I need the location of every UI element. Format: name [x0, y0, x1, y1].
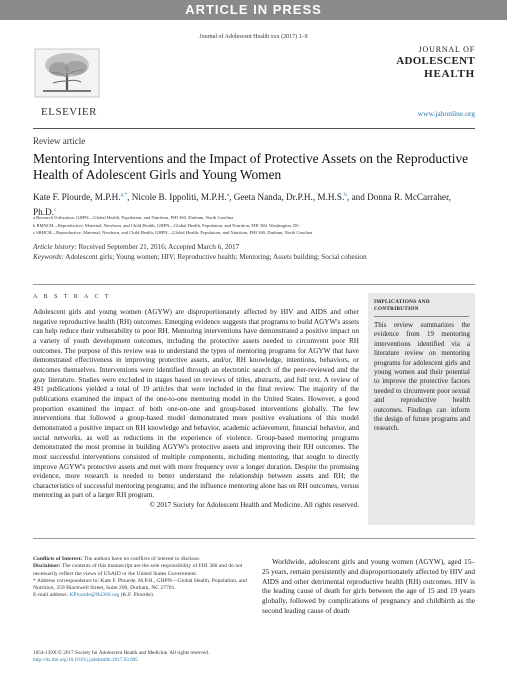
email-link[interactable]: KPlourde@fhi360.org	[69, 592, 120, 599]
journal-url-link[interactable]: www.jahonline.org	[417, 109, 475, 118]
abstract-heading: A B S T R A C T	[33, 294, 112, 300]
author-separator: ,	[127, 192, 132, 203]
author-affiliation-mark[interactable]: b	[344, 192, 347, 198]
author-affiliation-mark[interactable]: c	[53, 207, 57, 214]
implications-heading: IMPLICATIONS AND CONTRIBUTION	[374, 299, 430, 312]
article-title: Mentoring Interventions and the Impact of Protective Assets on the Reproductive Health of Adolescent Girls and Young Women	[33, 151, 469, 182]
affiliation-list	[33, 214, 473, 237]
implications-divider	[374, 316, 469, 317]
affiliation-item: c SRHCH—Reproductive, Maternal, Newborn, and Child Health, GHPN—Global Health, Population, and Nutrition, FHI 360, Durham, North Carolina	[33, 230, 313, 235]
article-type: Review article	[33, 136, 86, 146]
footer-divider	[33, 538, 475, 539]
history-label: Article history:	[33, 243, 77, 251]
abstract-text: Adolescent girls and young women (AGYW) are disproportionately affected by HIV and AIDS and other negative reproductive health (RH) outcomes. Emerging evidence suggests that programs to build AGYW's assets can help reduce their vulnerability to poor RH. Mentoring interventions have demonstrated a positive impact on a variety of youth development outcomes, including the protective assets needed to circumvent poor RH outcomes. The purpose of this review was to understand the types of mentoring programs for AGYW that have demonstrated effectiveness in improving protective assets, and/or, RH knowledge, intentions, behaviors, or outcomes themselves. Interventions were identified through an electronic search of the peer-reviewed and the gray literature. Studies were excluded in stages based on reviews of titles, abstracts, and full text. A review of 491 publications yielded a total of 19 articles that were included in the final review. The majority of the publications examined the impact of the one-to-one mentoring model in the United States. However, a good proportion examined the impact of both one-on-one and group-based interventions globally. The few interventions that followed a group-based model demonstrated more positive evaluations of this model demonstrated a positive impact on RH knowledge and behavior, academic achievement, financial behavior, and social networks, as well as reductions in the experience of violence. Group-based mentoring programs demonstrated the most promise in building AGYW's protective assets and improving their RH outcomes. The most successful interventions consisted of multiple components, including mentoring, that sought to directly improve AGYW's protective assets and met with more frequency over a longer duration. Despite the promising evidence, more research is needed to better understand the relationship between assets and RH; the characteristics of successful mentoring programs; and the influence mentoring alone has on RH outcomes, versus mentoring as part of a larger RH program.	[33, 308, 359, 500]
author-name: Kate F. Plourde, M.P.H.	[33, 192, 121, 203]
author-separator: ,	[229, 192, 234, 203]
author-affiliation-mark[interactable]: a	[226, 192, 230, 198]
journal-brand-line3: HEALTH	[424, 68, 475, 80]
author-separator: , and	[347, 192, 368, 203]
implications-box	[368, 293, 475, 525]
abstract-body	[33, 308, 359, 511]
journal-brand-line2: ADOLESCENT	[396, 55, 475, 67]
masthead	[33, 43, 475, 125]
journal-brand-line1: JOURNAL OF	[418, 45, 475, 54]
elsevier-tree-logo	[33, 47, 101, 99]
abstract-copyright: © 2017 Society for Adolescent Health and Medicine. All rights reserved.	[149, 501, 359, 510]
author-name: Geeta Nanda, Dr.P.H., M.H.S.	[233, 192, 345, 203]
author-name: Nicole B. Ippoliti, M.P.H.	[131, 192, 227, 203]
affiliation-item: b RMNCH—Reproductive, Maternal, Newborn, and Child Health, GHPN—Global Health, Population, and Nutrition, FHI 360, Washington, DC	[33, 222, 300, 228]
footnotes	[33, 556, 247, 600]
author-name: Donna R. McCarraher, Ph.D.	[33, 192, 451, 218]
email-suffix: (K.F. Plourde).	[119, 592, 155, 599]
correspondence: * Address correspondence to: Kate F. Plourde, M.P.H., GHPN—Global Health, Population, and Nutrition, 359 Blackwell Street, Suite 200, Durham, NC 27701.	[33, 577, 247, 592]
keywords-label: Keywords:	[33, 253, 64, 261]
affiliation-item: a Research Utilization, GHPN—Global Health, Population, and Nutrition, FHI 360, Durham, North Carolina	[33, 215, 234, 220]
journal-brand	[385, 45, 475, 81]
article-in-press-banner: ARTICLE IN PRESS	[0, 0, 507, 20]
section-divider	[33, 284, 475, 285]
doi-link[interactable]: http://dx.doi.org/10.1016/j.jadohealth.2017.03.005	[33, 657, 138, 663]
journal-citation: Journal of Adolescent Health xxx (2017) 1–9	[199, 34, 308, 40]
keywords: Adolescent girls; Young women; HIV; Reproductive health; Mentoring; Assets building; Social cohesion	[63, 253, 367, 261]
article-history	[33, 242, 473, 262]
bottom-info	[33, 650, 333, 664]
masthead-divider	[33, 128, 475, 129]
author-affiliation-mark[interactable]: a,*	[120, 192, 128, 198]
conflicts-label: Conflicts of Interest:	[33, 556, 83, 562]
history-dates: Received September 21, 2016; Accepted March 6, 2017	[76, 243, 240, 251]
conflicts-text: The authors have no conflicts of interest to disclose.	[82, 556, 201, 562]
publisher-name: ELSEVIER	[41, 106, 97, 118]
disclaimer-text: The contents of this manuscript are the sole responsibility of FHI 360 and do not necessarily reflect the views of USAID or the United States Government.	[33, 563, 243, 577]
email-label: E-mail address:	[33, 592, 70, 599]
implications-text: This review summarizes the evidence from 19 mentoring interventions identified via a literature review on mentoring programs for adolescent girls and young women and their potential to improve the protective factors needed to circumvent poor sexual and reproductive health outcomes. Findings can inform the design of future programs and research.	[374, 321, 470, 433]
body-intro-paragraph: Worldwide, adolescent girls and young women (AGYW), aged 15–25 years, remain persistently and disproportionately affected by HIV and AIDS and other detrimental reproductive health (RH) outcomes. HIV is the leading cause of death for girls between the age of 15 and 19 years globally, followed by complications of pregnancy and childbirth as the second leading cause of death	[262, 557, 475, 615]
disclaimer-label: Disclaimer:	[33, 563, 61, 570]
issn-line: 1054-139X/© 2017 Society for Adolescent Health and Medicine. All rights reserved.	[33, 650, 210, 656]
